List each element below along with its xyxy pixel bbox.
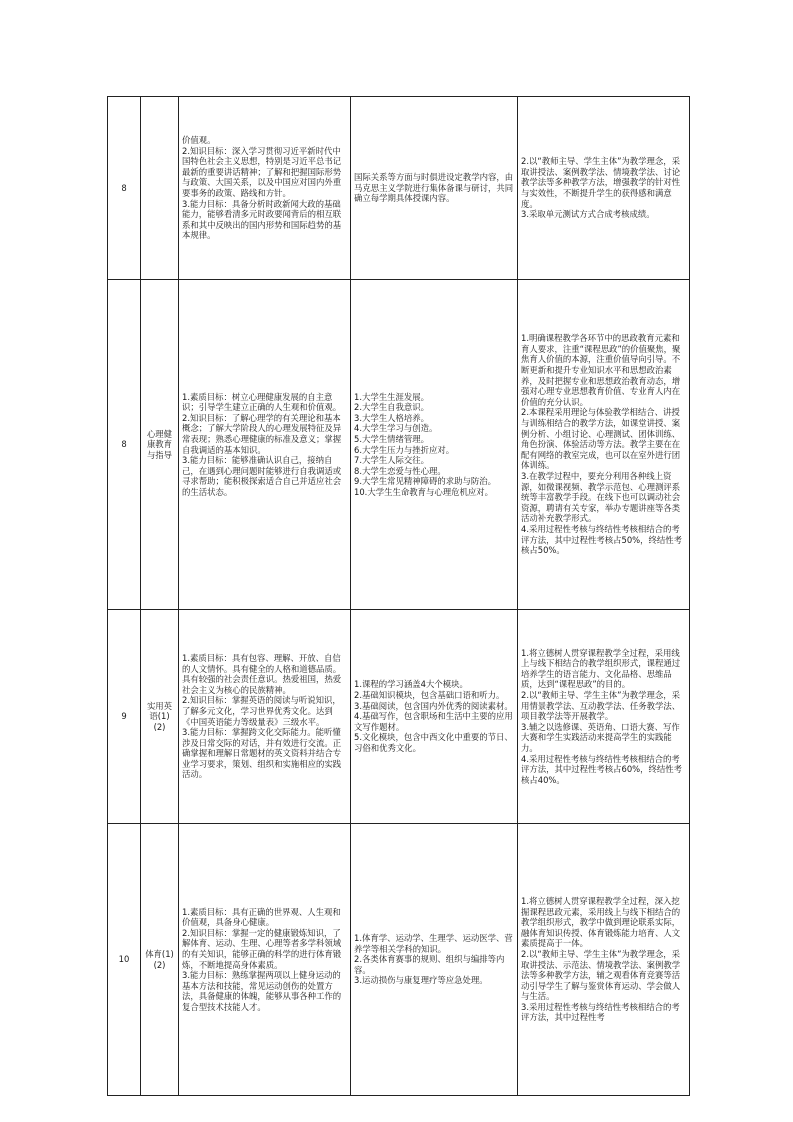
table-row — [108, 97, 690, 280]
course-content — [351, 280, 518, 610]
course-content-item: 4.大学生学习与创造。 — [354, 423, 438, 434]
course-content-item: 5.大学生情绪管理。 — [354, 433, 429, 444]
course-content — [351, 97, 518, 280]
course-content — [351, 610, 518, 824]
curriculum-table-body — [108, 97, 690, 1096]
teaching-methods-item: 2.以“教师主导、学生主体”为教学理念，采取讲授法、示范法、情境教学法、案例教学法等多种教学方法，辅之观看体育竞赛等活动引导学生了解与鉴赏体育运动、学会做人与生活。 — [521, 948, 681, 1002]
course-objectives-item: 2.知识目标：掌握英语的阅读与听说知识，了解多元文化，学习世界优秀文化。达到《中国英语能力等级量表》三级水平。 — [182, 695, 341, 727]
course-objectives-item: 3.能力目标：熟练掌握两项以上健身运动的基本方法和技能，常见运动创伤的处置方法，具备健康的体魄，能够从事各种工作的复合型技术技能人才。 — [182, 970, 342, 1012]
course-objectives — [179, 824, 351, 1096]
course-name: 体育(1)(2) — [141, 824, 179, 1096]
course-content-item: 国际关系等方面与时俱进设定教学内容，由马克思主义学院进行集体备课与研讨，共同确立每学期具体授课内容。 — [354, 172, 514, 204]
teaching-methods-item: 1.将立德树人贯穿课程教学全过程，采用线上与线下相结合的教学组织形式，课程通过培养学生的语言能力、文化品格、思维品质，达到“课程思政”的目的。 — [521, 647, 681, 690]
course-objectives-item: 2.知识目标：掌握一定的健康锻炼知识，了解体育、运动、生理、心理等者多学科领域的有关知识，能够正确的科学的进行体育锻炼，不断地提高身体素质。 — [182, 927, 342, 970]
course-number: 8 — [108, 280, 141, 610]
teaching-methods — [518, 824, 690, 1096]
course-objectives-item: 1.素质目标：具有正确的世界观、人生观和价值观，具备身心健康。 — [182, 906, 341, 928]
course-content-item: 7.大学生人际交往。 — [354, 455, 429, 466]
course-number: 9 — [108, 610, 141, 824]
curriculum-table — [107, 96, 690, 1096]
course-objectives-item: 3.能力目标：掌握跨文化交际能力。能听懂涉及日常交际的对话，并有效进行交流。正确掌握和理解日常题材的英文资料并结合专业学习要求，策划、组织和实施相应的实践活动。 — [182, 727, 342, 780]
teaching-methods-item: 3.采用过程性考核与终结性考核相结合的考评方法，其中过程性考 — [521, 1001, 680, 1023]
teaching-methods-item: 1.明确课程教学各环节中的思政教育元素和育人要求，注重“课程思政”的价值聚焦，聚焦育人价值的本源，注重价值导向引导。不断更新和提升专业知识水平和思想政治素养，及时把握专业和思想政治教育动态，增强对心理专业思想教育价值、专业育人内在价值的充分认识。 — [521, 333, 681, 407]
teaching-methods-item: 1.将立德树人贯穿课程教学全过程，深入挖掘课程思政元素，采用线上与线下相结合的教学组织形式，教学中做到理论联系实际，融体育知识传授、体育锻炼能力培育、人文素质提高于一体。 — [521, 895, 681, 949]
teaching-methods — [518, 280, 690, 610]
course-content-item: 6.大学生压力与挫折应对。 — [354, 444, 455, 455]
table-row — [108, 824, 690, 1096]
course-name: 心理健康教育与指导 — [141, 280, 179, 610]
course-objectives-item: 3.能力目标：能够准确认识自己，接纳自己，在遇到心理问题时能够进行自我调适或寻求帮助；能积极探索适合自己并适应社会的生活状态。 — [182, 455, 342, 497]
course-content-item: 3.基础阅读，包含国内外优秀的阅读素材。 — [354, 700, 513, 711]
course-content-item: 2.基础知识模块，包含基础口语和听力。 — [354, 690, 505, 701]
teaching-methods-item: 2.以“教师主导、学生主体”为教学理念，采用情景教学法、互动教学法、任务教学法、项目教学法等开展教学。 — [521, 690, 681, 722]
course-content-item: 8.大学生恋爱与性心理。 — [354, 465, 446, 476]
course-content — [351, 824, 518, 1096]
course-objectives — [179, 97, 351, 280]
course-number: 8 — [108, 97, 141, 280]
teaching-methods-item: 2.以“教师主导、学生主体”为教学理念，采取讲授法、案例教学法、情境教学法、讨论教学法等多种教学方法，增强教学的针对性与实效性，不断提升学生的获得感和满意度。 — [521, 156, 681, 209]
course-objectives — [179, 610, 351, 824]
course-objectives-item: 1.素质目标：树立心理健康发展的自主意识；引导学生建立正确的人生观和价值观。 — [182, 391, 342, 413]
course-objectives-item: 价值观。 — [182, 135, 216, 146]
course-content-item: 1.课程的学习涵盖4大个模块。 — [354, 679, 468, 690]
table-row — [108, 610, 690, 824]
teaching-methods-item: 3.辅之以选修课、英语角、口语大赛、写作大赛和学生实践活动来提高学生的实践能力。 — [521, 721, 680, 753]
course-content-item: 10.大学生生命教育与心理危机应对。 — [354, 486, 493, 497]
course-content-item: 2.大学生自我意识。 — [354, 402, 429, 413]
course-name — [141, 97, 179, 280]
course-objectives-item: 2.知识目标：深入学习贯彻习近平新时代中国特色社会主义思想，特别是习近平总书记最新的重要讲话精神；了解和把握国际形势与政策、大国关系，以及中国应对国内外重要事务的政策、路线和方针。 — [182, 145, 342, 198]
teaching-methods-item: 3.采取单元测试方式合成考核成绩。 — [521, 209, 655, 220]
table-row — [108, 280, 690, 610]
teaching-methods — [518, 610, 690, 824]
teaching-methods-item: 2.本课程采用理论与体验教学相结合、讲授与训练相结合的教学方法，如课堂讲授、案例分析、小组讨论、心理测试、团体训练、角色扮演、体验活动等方法。教学主要在在配有网络的教室完成，也可以在室外进行团体训练。 — [521, 407, 681, 471]
teaching-methods-item: 4.采用过程性考核与终结性考核相结合的考评方法，其中过程性考核占60%，终结性考核占40%。 — [521, 753, 682, 785]
course-objectives-item: 1.素质目标：具有包容、理解、开放、自信的人文情怀。具有健全的人格和道德品质。具有较强的社会责任意识。热爱祖国，热爱社会主义为核心的民族精神。 — [182, 652, 342, 695]
course-content-item: 4.基础写作，包含职场和生活中主要的应用文写作题材。 — [354, 711, 513, 732]
course-name: 实用英语(1)(2) — [141, 610, 179, 824]
teaching-methods-item: 3.在教学过程中，要充分利用各种线上资源，如微课视频、教学示范包、心理测评系统等丰富教学手段。在线下也可以调动社会资源，聘请有关专家，举办专题讲座等各类活动补充教学形式。 — [521, 470, 681, 524]
course-content-item: 1.体育学、运动学、生理学、运动医学、营养学等相关学科的知识。 — [354, 933, 513, 954]
course-content-item: 9.大学生常见精神障碍的求助与防治。 — [354, 476, 496, 487]
teaching-methods — [518, 97, 690, 280]
teaching-methods-item: 4.采用过程性考核与终结性考核相结合的考评方法，其中过程性考核占50%，终结性考核占50%。 — [521, 523, 682, 556]
course-content-item: 2.各类体育赛事的规则、组织与编排等内容。 — [354, 954, 505, 975]
course-objectives — [179, 280, 351, 610]
course-content-item: 5.文化模块，包含中西文化中重要的节日、习俗和优秀文化。 — [354, 732, 513, 753]
course-objectives-item: 3.能力目标：具备分析时政新闻大政的基础能力，能够看清多元时政要闻背后的相互联系和其中反映出的国内形势和国际趋势的基本规律。 — [182, 198, 342, 241]
course-number: 10 — [108, 824, 141, 1096]
course-objectives-item: 2.知识目标：了解心理学的有关理论和基本概念；了解大学阶段人的心理发展特征及异常表现；熟悉心理健康的标准及意义；掌握自我调适的基本知识。 — [182, 412, 342, 455]
course-content-item: 3.大学生人格培养。 — [354, 412, 429, 423]
course-content-item: 1.大学生生涯发展。 — [354, 391, 429, 402]
course-content-item: 3.运动损伤与康复理疗等应急处理。 — [354, 975, 488, 986]
